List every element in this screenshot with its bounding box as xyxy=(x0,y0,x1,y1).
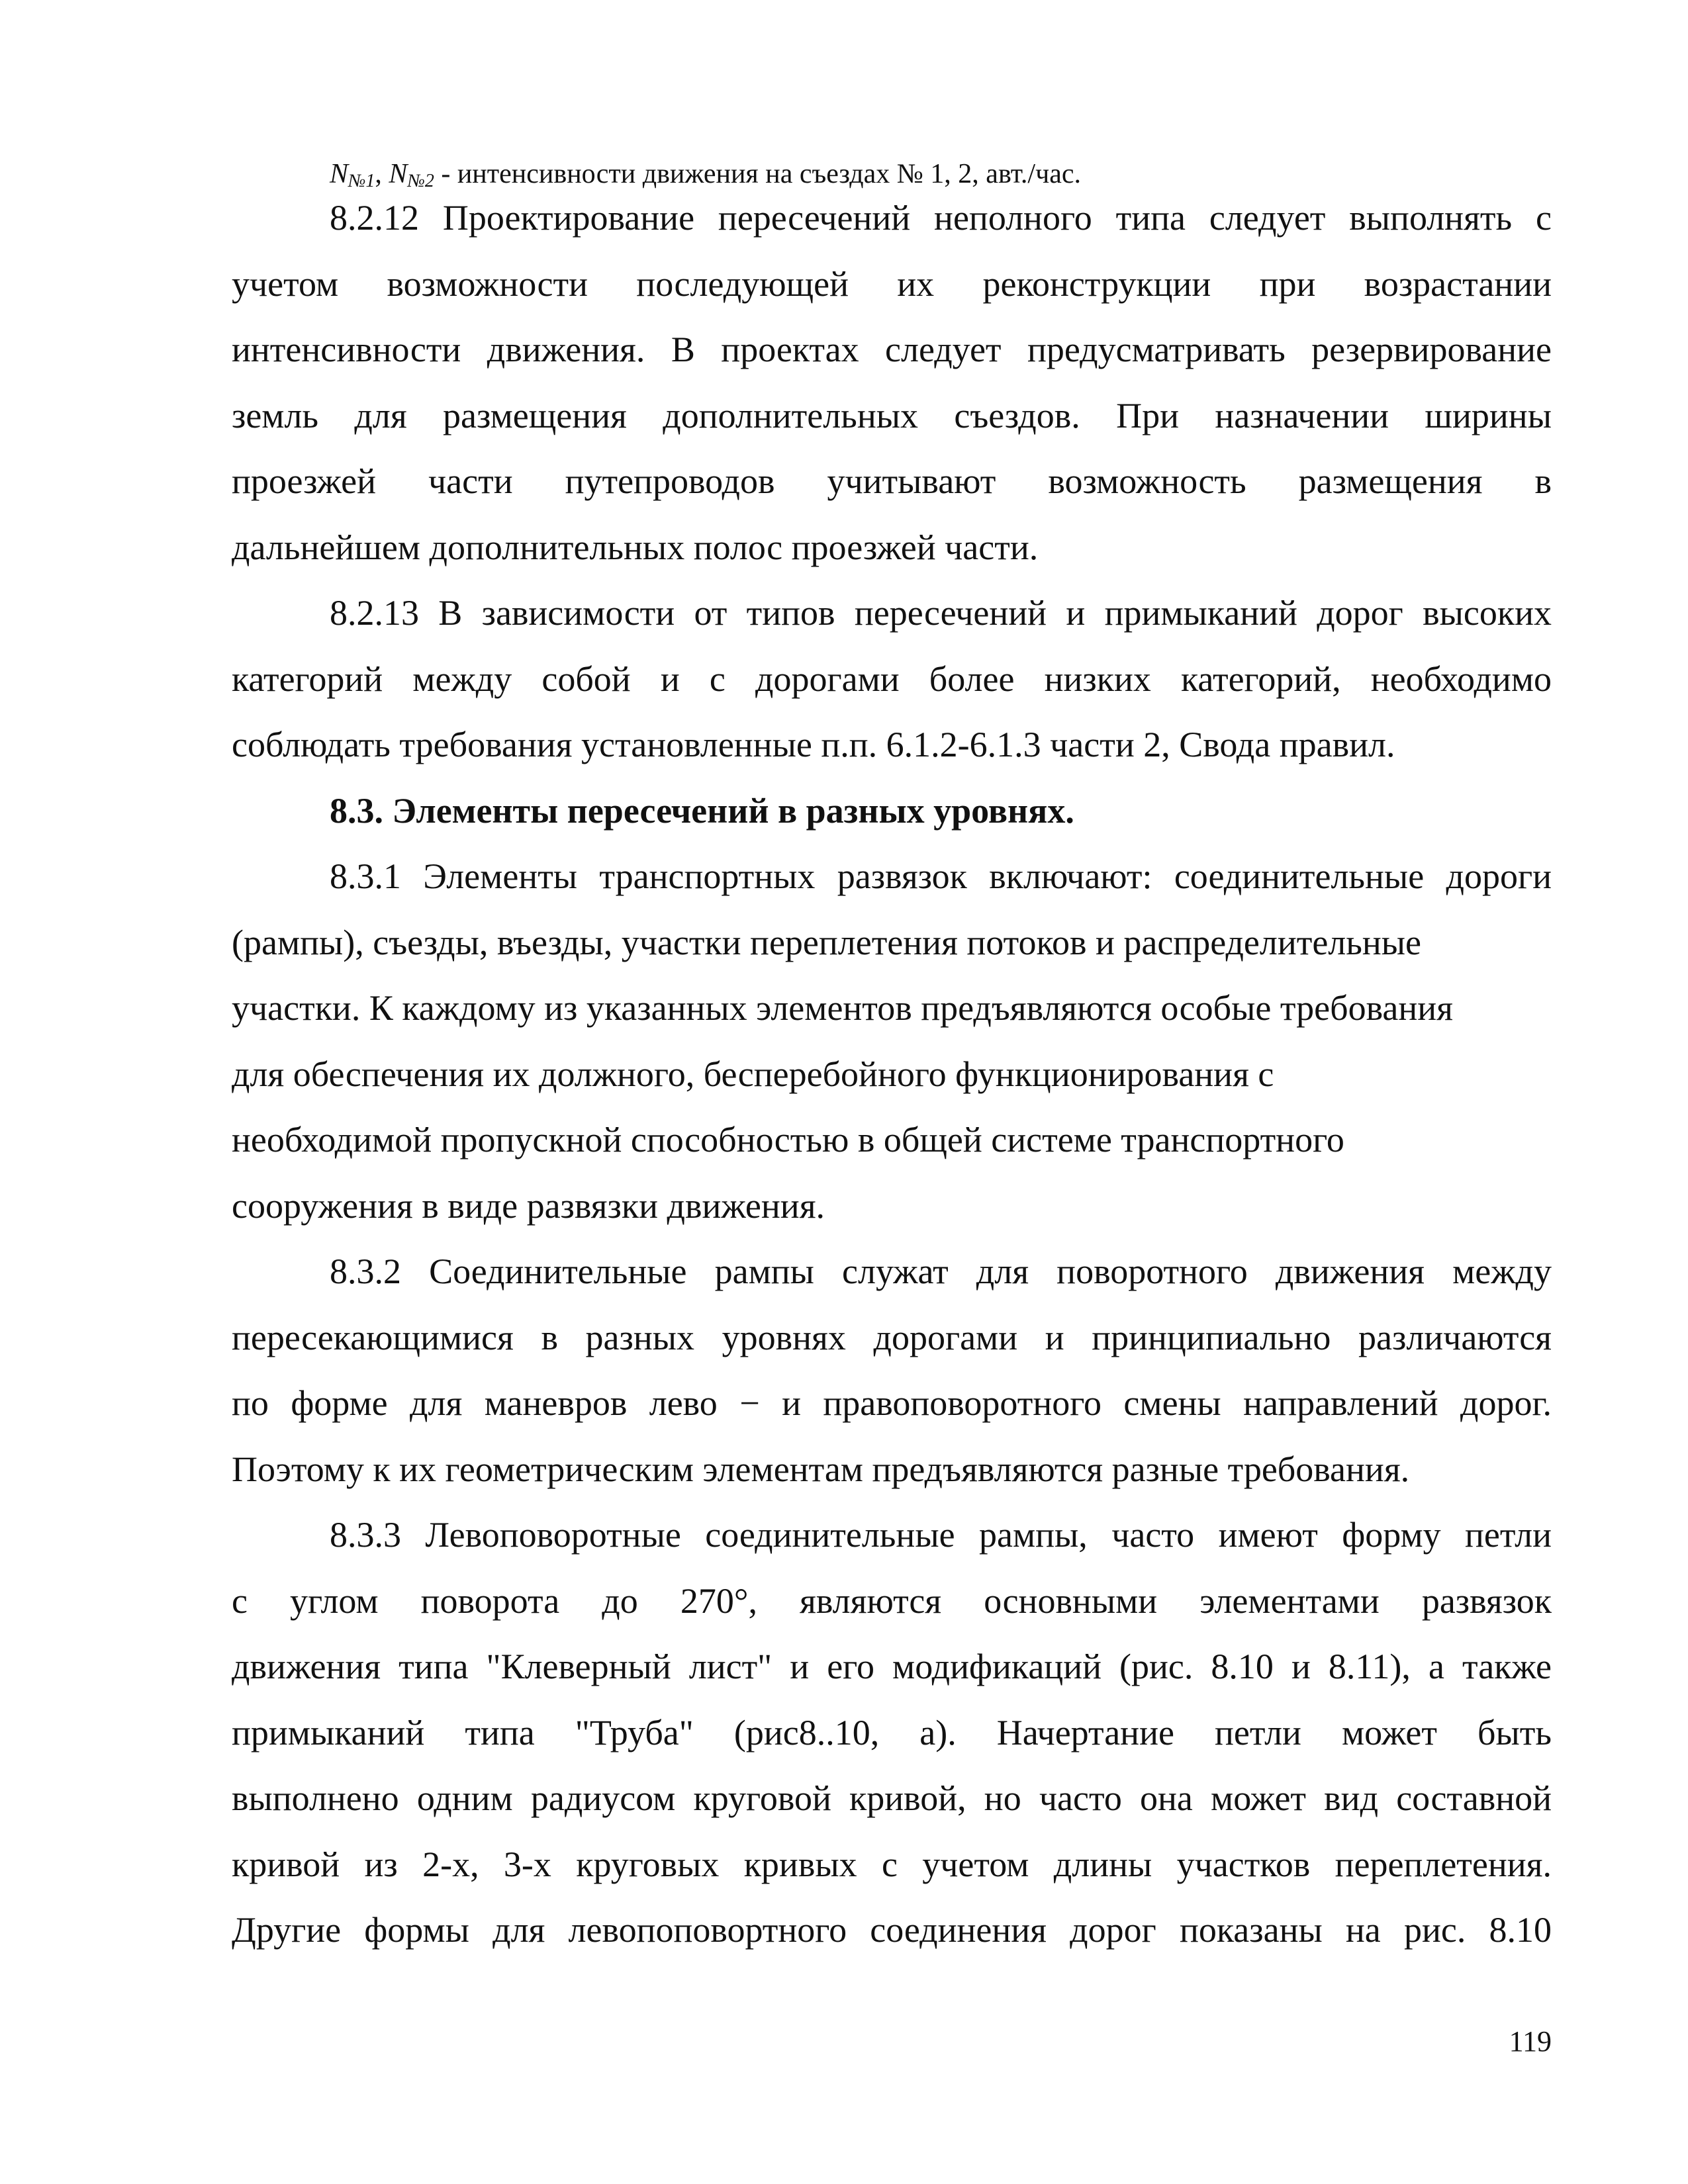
paragraph-8-3-2-line-4: Поэтому к их геометрическим элементам предъявляются разные требования. xyxy=(232,1449,1410,1489)
paragraph-8-3-3-line-7: Другие формы для левопоповортного соединения дорог показаны на рис. 8.10 xyxy=(232,1910,1552,1950)
paragraph-8-2-13-line-3: соблюдать требования установленные п.п. 6.1.2-6.1.3 части 2, Свода правил. xyxy=(232,725,1395,764)
paragraph-8-3-1-line-6: сооружения в виде развязки движения. xyxy=(232,1186,825,1226)
variable-separator: , xyxy=(375,159,389,189)
paragraph-8-3-1-line-1: 8.3.1 Элементы транспортных развязок включают: соединительные дороги xyxy=(330,856,1552,896)
variable-n2: N xyxy=(389,159,408,189)
paragraph-8-3-1-line-5: необходимой пропускной способностью в общей системе транспортного xyxy=(232,1120,1344,1160)
paragraph-8-2-12-line-1: 8.2.12 Проектирование пересечений неполного типа следует выполнять с xyxy=(330,198,1552,238)
paragraph-8-3-3-line-5: выполнено одним радиусом круговой кривой, но часто она может вид составной xyxy=(232,1778,1552,1818)
page-number: 119 xyxy=(1509,2025,1552,2058)
paragraph-8-2-12-line-3: интенсивности движения. В проектах следует предусматривать резервирование xyxy=(232,330,1552,369)
paragraph-8-2-13-line-2: категорий между собой и с дорогами более низких категорий, необходимо xyxy=(232,659,1552,699)
paragraph-8-2-12-line-4: земль для размещения дополнительных съездов. При назначении ширины xyxy=(232,396,1552,435)
paragraph-8-3-2-line-3: по форме для маневров лево − и правоповоротного смены направлений дорог. xyxy=(232,1383,1552,1423)
paragraph-8-2-12-line-5: проезжей части путепроводов учитывают возможность размещения в xyxy=(232,461,1552,501)
paragraph-8-3-1-line-4: для обеспечения их должного, бесперебойного функционирования с xyxy=(232,1054,1274,1094)
section-heading-8-3: 8.3. Элементы пересечений в разных уровнях. xyxy=(330,791,1074,831)
paragraph-8-3-3-line-6: кривой из 2-х, 3-х круговых кривых с учетом длины участков переплетения. xyxy=(232,1844,1552,1884)
variable-n1: N xyxy=(330,159,349,189)
paragraph-8-3-2-line-1: 8.3.2 Соединительные рампы служат для поворотного движения между xyxy=(330,1251,1552,1291)
variable-n1-subscript: №1 xyxy=(348,171,375,191)
formula-definition-line xyxy=(330,154,1552,202)
paragraph-8-3-1-line-2: (рампы), съезды, въезды, участки переплетения потоков и распределительные xyxy=(232,923,1422,962)
paragraph-8-3-3-line-1: 8.3.3 Левоповоротные соединительные рампы, часто имеют форму петли xyxy=(330,1515,1552,1555)
paragraph-8-3-1-line-3: участки. К каждому из указанных элементов предъявляются особые требования xyxy=(232,988,1453,1028)
paragraph-8-3-3-line-4: примыканий типа "Труба" (рис8..10, а). Начертание петли может быть xyxy=(232,1713,1552,1752)
paragraph-8-3-3-line-3: движения типа "Клеверный лист" и его модификаций (рис. 8.10 и 8.11), а также xyxy=(232,1647,1552,1686)
paragraph-8-2-12-line-2: учетом возможности последующей их реконструкции при возрастании xyxy=(232,264,1552,304)
variable-n2-subscript: №2 xyxy=(407,171,434,191)
paragraph-8-3-3-line-2: с углом поворота до 270°, являются основными элементами развязок xyxy=(232,1581,1552,1621)
paragraph-8-2-12-line-6: дальнейшем дополнительных полос проезжей части. xyxy=(232,527,1039,567)
paragraph-8-3-2-line-2: пересекающимися в разных уровнях дорогами и принципиально различаются xyxy=(232,1318,1552,1357)
formula-definition-text: - интенсивности движения на съездах № 1, 2, авт./час. xyxy=(434,159,1081,189)
paragraph-8-2-13-line-1: 8.2.13 В зависимости от типов пересечений и примыканий дорог высоких xyxy=(330,593,1552,633)
